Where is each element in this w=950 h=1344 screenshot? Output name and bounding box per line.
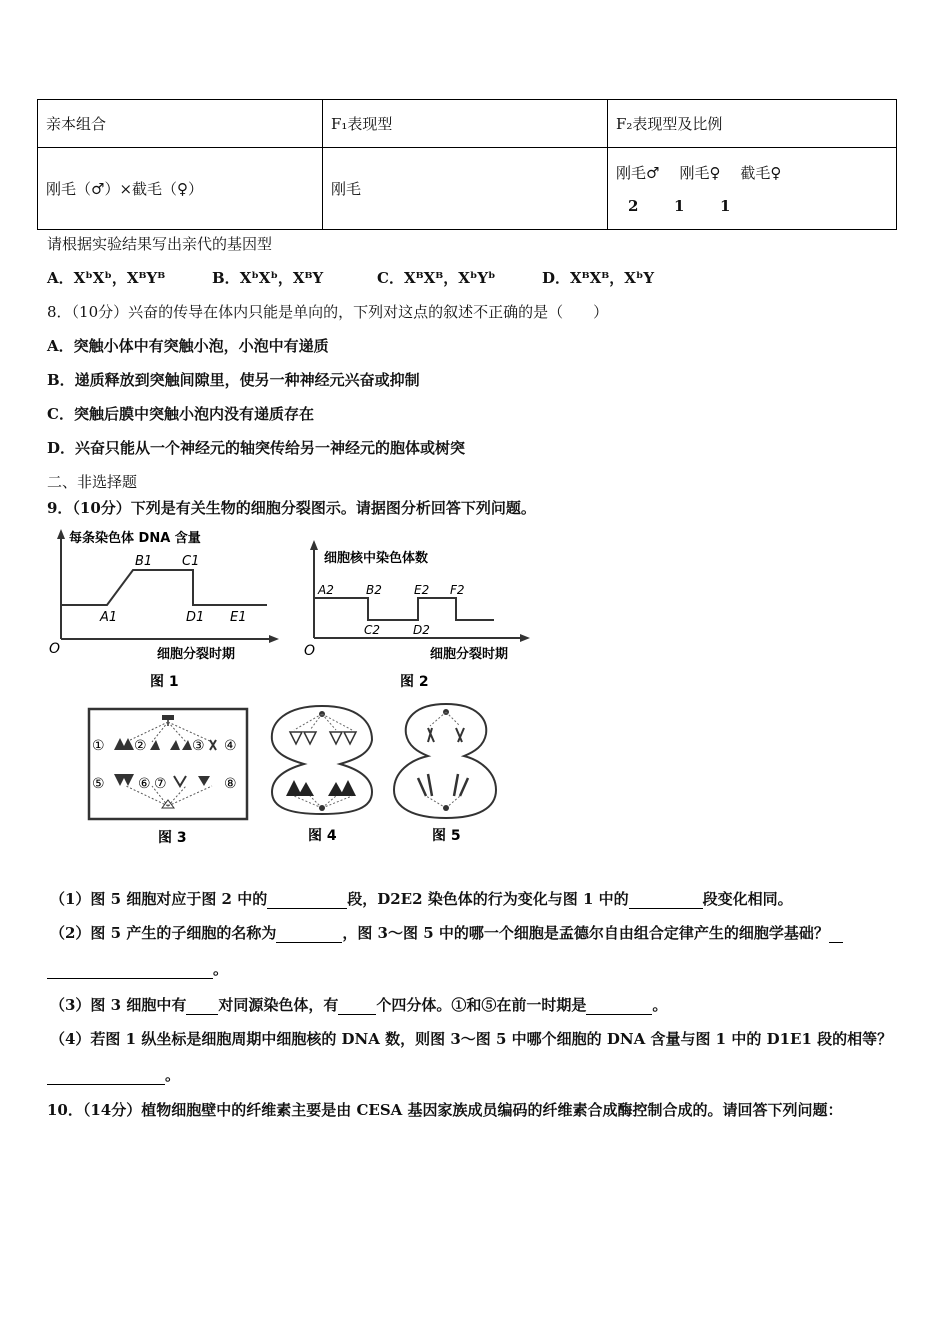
q9-sub2-blank-1[interactable]	[276, 924, 342, 943]
fig2-point-c2: C2	[364, 623, 381, 637]
q8-option-b[interactable]: B．递质释放到突触间隙里，使另一种神经元兴奋或抑制	[47, 371, 420, 389]
table-header-f2: F₂表现型及比例	[608, 100, 897, 148]
fig2-caption: 图 2	[400, 674, 429, 690]
q9-sub4: （4）若图 1 纵坐标是细胞周期中细胞核的 DNA 数，则图 3～图 5 中哪个细胞的 DNA 含量与图 1 中的 D1E1 段的相等？	[50, 1030, 893, 1048]
q7-option-d[interactable]: D．XᴮXᴮ，XᵇY	[542, 269, 655, 287]
fig2-point-e2: E2	[414, 583, 430, 597]
q9-sub2-line2: 。	[47, 958, 228, 979]
q9-sub3-blank-1[interactable]	[186, 996, 218, 1015]
figure-1	[45, 525, 285, 695]
fig1-caption: 图 1	[150, 674, 179, 690]
fig2-xlabel: 细胞分裂时期	[430, 647, 509, 662]
q8-option-d[interactable]: D．兴奋只能从一个神经元的轴突传给另一神经元的胞体或树突	[47, 439, 466, 457]
q7-option-a[interactable]: A．XᵇXᵇ，XᴮYᴮ	[47, 269, 166, 287]
f2-label-2: 刚毛♀	[679, 164, 721, 182]
q10-stem: 10．（14分）植物细胞壁中的纤维素主要是由 CESA 基因家族成员编码的纤维素合成酶控制合成的。请回答下列问题：	[47, 1101, 843, 1119]
fig2-point-b2: B2	[366, 583, 382, 597]
f2-label-3: 截毛♀	[740, 164, 782, 182]
figure-4	[264, 700, 380, 846]
f2-ratio-3: 1	[720, 197, 731, 215]
table-cell-f1: 刚毛	[323, 148, 608, 230]
q9-sub3-blank-3[interactable]	[586, 996, 652, 1015]
q8-option-c[interactable]: C．突触后膜中突触小泡内没有递质存在	[47, 405, 314, 423]
genetics-table	[37, 99, 897, 230]
figure-2	[300, 540, 540, 695]
q9-sub4-line2: 。	[47, 1064, 180, 1085]
fig1-point-c1: C1	[182, 554, 200, 569]
fig1-point-b1: B1	[135, 554, 153, 569]
fig2-point-a2: A2	[318, 583, 334, 597]
f2-ratio-1: 2	[628, 197, 639, 215]
q9-sub1: （1）图 5 细胞对应于图 2 中的 段，D2E2 染色体的行为变化与图 1 中的 段变化相同。	[50, 890, 793, 908]
fig1-origin: O	[49, 641, 61, 657]
q8-stem: 8．（10分）兴奋的传导在体内只能是单向的，下列对这点的叙述不正确的是（ ）	[47, 303, 609, 321]
figure-3	[86, 706, 254, 846]
fig1-point-e1: E1	[230, 610, 247, 625]
q9-sub3-blank-2[interactable]	[338, 996, 376, 1015]
fig3-caption: 图 3	[158, 830, 187, 846]
table-cell-f2	[608, 148, 897, 230]
q7-option-b[interactable]: B．XᵇXᵇ，XᴮY	[212, 269, 324, 287]
fig4-caption: 图 4	[308, 828, 337, 844]
fig5-caption: 图 5	[432, 828, 461, 844]
table-header-f1: F₁表现型	[323, 100, 608, 148]
q9-stem: 9．（10分）下列是有关生物的细胞分裂图示。请据图分析回答下列问题。	[47, 499, 536, 517]
q8-option-a[interactable]: A．突触小体中有突触小泡，小泡中有递质	[47, 337, 329, 355]
fig2-ylabel: 细胞核中染色体数	[324, 551, 429, 566]
fig3-number-6: ⑥	[138, 776, 151, 792]
fig3-number-2: ②	[134, 738, 147, 754]
q9-sub3: （3）图 3 细胞中有 对同源染色体，有 个四分体。①和⑤在前一时期是 。	[50, 996, 668, 1014]
fig2-point-d2: D2	[413, 623, 430, 637]
fig1-point-d1: D1	[186, 610, 205, 625]
fig2-point-f2: F2	[450, 583, 465, 597]
q9-sub1-blank-2[interactable]	[629, 890, 703, 909]
fig3-number-5: ⑤	[92, 776, 105, 792]
fig1-point-a1: A1	[100, 610, 118, 625]
fig3-number-1: ①	[92, 738, 105, 754]
q7-option-c[interactable]: C．XᴮXᴮ，XᵇYᵇ	[377, 269, 496, 287]
q9-sub4-blank[interactable]	[47, 1066, 165, 1085]
section-title: 二、非选择题	[47, 473, 138, 491]
f2-ratio-2: 1	[674, 197, 685, 215]
fig3-number-4: ④	[224, 738, 237, 754]
q9-sub2: （2）图 5 产生的子细胞的名称为 ，图 3～图 5 中的哪一个细胞是孟德尔自由组合定律产生的细胞学基础？	[50, 922, 843, 943]
fig3-number-8: ⑧	[224, 776, 237, 792]
fig2-origin: O	[304, 643, 316, 659]
table-header-parents: 亲本组合	[38, 100, 323, 148]
figure-5	[388, 700, 504, 846]
fig1-xlabel: 细胞分裂时期	[157, 647, 236, 662]
q9-sub2-blank-2[interactable]	[47, 960, 213, 979]
f2-label-1: 刚毛♂	[616, 164, 660, 182]
table-cell-parents: 刚毛（♂）×截毛（♀）	[38, 148, 323, 230]
q9-sub1-blank-1[interactable]	[267, 890, 347, 909]
fig1-ylabel: 每条染色体 DNA 含量	[69, 531, 201, 546]
q7-prompt: 请根据实验结果写出亲代的基因型	[47, 235, 273, 253]
fig3-number-3: ③	[192, 738, 205, 754]
fig3-number-7: ⑦	[154, 776, 167, 792]
